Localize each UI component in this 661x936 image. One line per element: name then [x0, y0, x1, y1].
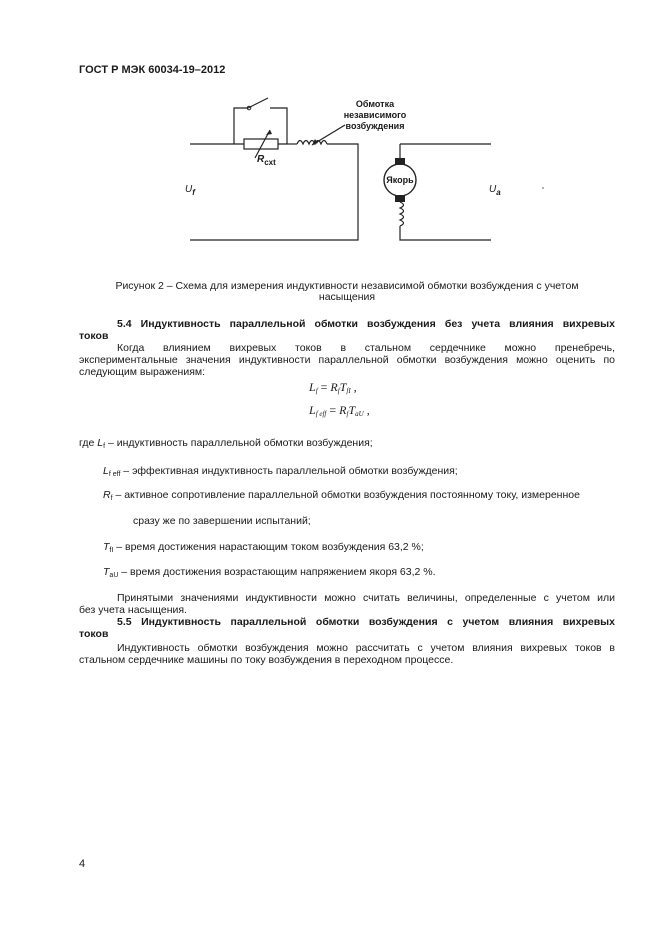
sec55-heading-2: токов — [79, 628, 109, 640]
def-tau: $T_{aU}$ – время достижения возрастающим напряжением якоря 63,2 %. — [103, 566, 436, 579]
sec54-para-2: экспериментальные значения индуктивности параллельной обмотки возбуждения можно оценить по — [79, 354, 615, 366]
def-rf: $R_f$ – активное сопротивление параллельной обмотки возбуждения постоянному току, измеренное — [103, 489, 580, 502]
winding-label-1: Обмотка — [355, 99, 395, 109]
formula-1: $L_f = R_fT_{fI}$ , — [309, 380, 357, 395]
page-number: 4 — [79, 858, 86, 870]
document-header: ГОСТ Р МЭК 60034-19–2012 — [79, 64, 226, 76]
winding-label-3: возбуждения — [345, 121, 405, 131]
armature-label: Якорь — [386, 175, 414, 185]
sec55-heading-1: 5.5 Индуктивность параллельной обмотки возбуждения с учетом влияния вихревых — [117, 616, 615, 628]
switch-bypass — [234, 98, 287, 144]
field-coil — [297, 141, 327, 145]
svg-text:Ua — [489, 184, 501, 197]
winding-label-2: независимого — [343, 110, 407, 120]
sec54-para-3: следующим выражениям: — [79, 366, 206, 378]
values-para-1: Принятыми значениями индуктивности можно считать величины, определенные с учетом или — [117, 592, 615, 604]
uf-label-sub: f — [192, 188, 195, 197]
figure-caption-2: насыщения — [318, 291, 376, 303]
formula-2: $L_{f eff} = R_fT_{aU}$ , — [309, 403, 370, 418]
def-lfeff: $L_{f eff}$ – эффективная индуктивность параллельной обмотки возбуждения; — [103, 465, 458, 478]
svg-text:Rcxt — [257, 154, 276, 167]
resistor-label: R — [257, 154, 265, 165]
uf-label: U — [185, 184, 193, 195]
ua-label-sub: a — [496, 188, 501, 197]
sec55-para-1: Индуктивность обмотки возбуждения можно рассчитать с учетом влияния вихревых токов в — [117, 642, 615, 654]
brush-bottom — [395, 195, 405, 202]
def-lf: где $L_f$ – индуктивность параллельной обмотки возбуждения; — [79, 437, 373, 450]
def-tfi: $T_{fI}$ – время достижения нарастающим током возбуждения 63,2 %; — [103, 541, 424, 554]
sec54-para-1: Когда влиянием вихревых токов в стальном сердечнике можно пренебречь, — [117, 342, 615, 354]
circuit-diagram — [0, 88, 661, 248]
ua-label: U — [489, 184, 497, 195]
sec54-heading-2: токов — [79, 330, 109, 342]
svg-text:Uf — [185, 184, 196, 197]
sec55-para-2: стальном сердечнике машины по току возбуждения в переходном процессе. — [79, 654, 454, 666]
armature-coil — [400, 202, 404, 226]
def-rf-cont: сразу же по завершении испытаний; — [133, 515, 311, 527]
values-para-2: без учета насыщения. — [79, 604, 187, 616]
sec54-heading-1: 5.4 Индуктивность параллельной обмотки возбуждения без учета влияния вихревых — [117, 318, 615, 330]
resistor-label-sub: cxt — [264, 158, 276, 167]
figure-caption-1: Рисунок 2 – Схема для измерения индуктивности независимой обмотки возбуждения с учетом — [115, 280, 579, 292]
